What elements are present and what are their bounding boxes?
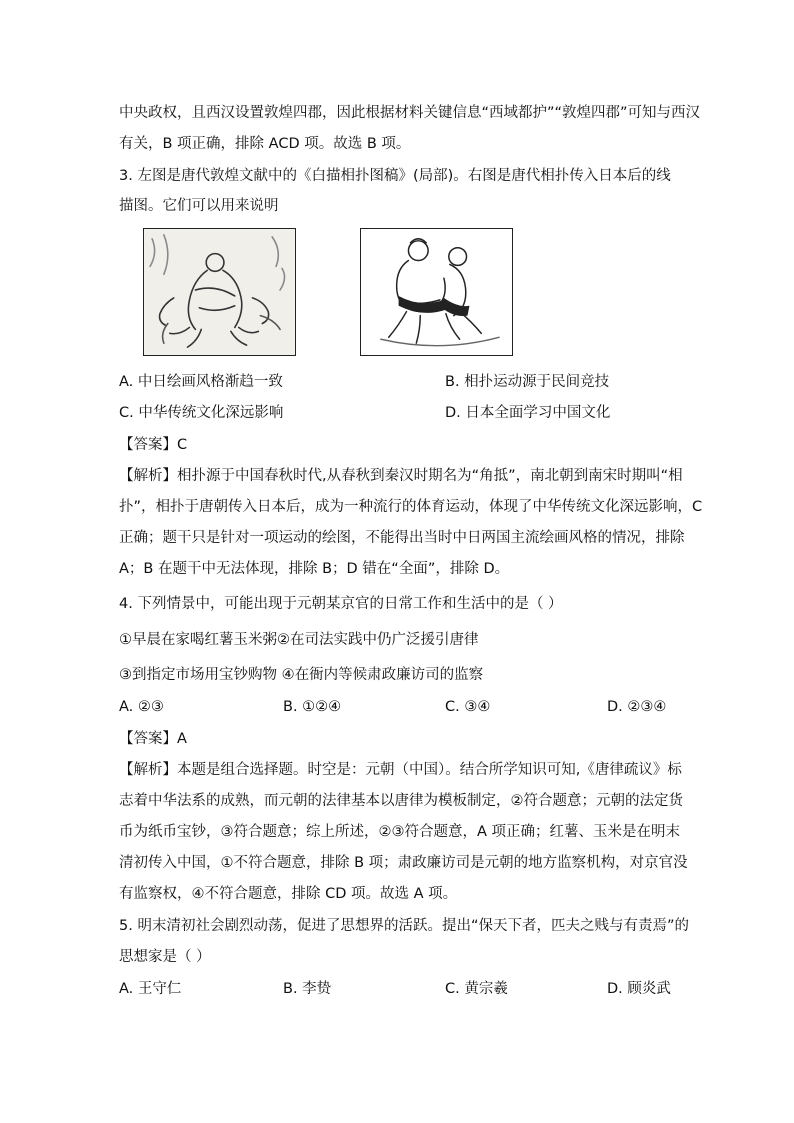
q3-answer: 【答案】C (119, 437, 188, 453)
q4-option-a: A. ②③ (119, 699, 164, 715)
q3-analysis-line-2: 扑”，相扑于唐朝传入日本后，成为一种流行的体育运动，体现了中华传统文化深远影响，C (119, 499, 703, 515)
q3-option-b: B. 相扑运动源于民间竞技 (445, 374, 610, 390)
japanese-sumo-line-drawing-image (360, 228, 513, 356)
q5-stem-line-1: 5. 明末清初社会剧烈动荡，促进了思想界的活跃。提出“保天下者，匹夫之贱与有责焉”的 (119, 918, 689, 934)
q4-option-d: D. ②③④ (607, 699, 667, 715)
q4-answer: 【答案】A (119, 731, 187, 747)
intro-line-2: 有关，B 项正确，排除 ACD 项。故选 B 项。 (119, 136, 411, 152)
q4-analysis-line-2: 志着中华法系的成熟，而元朝的法律基本以唐律为模板制定，②符合题意；元朝的法定货 (119, 793, 683, 809)
q4-analysis-line-3: 币为纸币宝钞，③符合题意；综上所述，②③符合题意，A 项正确；红薯、玉米是在明末 (119, 824, 681, 840)
q5-option-c: C. 黄宗羲 (445, 981, 508, 997)
q5-option-d: D. 顾炎武 (607, 981, 671, 997)
q4-analysis-line-5: 有监察权，④不符合题意，排除 CD 项。故选 A 项。 (119, 886, 458, 902)
q3-stem-line-2: 描图。它们可以用来说明 (119, 198, 279, 214)
q4-analysis-line-4: 清初传入中国，①不符合题意，排除 B 项；肃政廉访司是元朝的地方监察机构，对京官没 (119, 855, 688, 871)
q5-option-a: A. 王守仁 (119, 981, 182, 997)
dunhuang-sumo-sketch-image (143, 228, 296, 356)
q3-stem-line-1: 3. 左图是唐代敦煌文献中的《白描相扑图稿》(局部)。右图是唐代相扑传入日本后的线 (119, 168, 671, 184)
q3-analysis-line-3: 正确；题干只是针对一项运动的绘图，不能得出当时中日两国主流绘画风格的情况，排除 (119, 530, 685, 546)
q5-stem-line-2: 思想家是（ ） (119, 949, 211, 965)
q4-item-line-2: ③到指定市场用宝钞购物 ④在衙内等候肃政廉访司的监察 (119, 667, 484, 683)
intro-line-1: 中央政权，且西汉设置敦煌四郡，因此根据材料关键信息“西域都护”“敦煌四郡”可知与西汉 (119, 105, 701, 121)
q3-option-c: C. 中华传统文化深远影响 (119, 405, 284, 421)
q4-stem: 4. 下列情景中，可能出现于元朝某京官的日常工作和生活中的是（ ） (119, 596, 563, 612)
q3-option-d: D. 日本全面学习中国文化 (445, 405, 611, 421)
q3-analysis-line-1: 【解析】相扑源于中国春秋时代,从春秋到秦汉时期名为“角抵”，南北朝到南宋时期叫“相 (119, 468, 683, 484)
q5-option-b: B. 李贽 (283, 981, 332, 997)
q4-option-c: C. ③④ (445, 699, 491, 715)
q3-analysis-line-4: A；B 在题干中无法体现，排除 B；D 错在“全面”，排除 D。 (119, 561, 510, 577)
q4-analysis-line-1: 【解析】本题是组合选择题。时空是：元朝（中国）。结合所学知识可知,《唐律疏议》标 (119, 762, 682, 778)
q4-item-line-1: ①早晨在家喝红薯玉米粥②在司法实践中仍广泛援引唐律 (119, 632, 479, 648)
q3-option-a: A. 中日绘画风格渐趋一致 (119, 374, 283, 390)
q4-option-b: B. ①②④ (283, 699, 342, 715)
